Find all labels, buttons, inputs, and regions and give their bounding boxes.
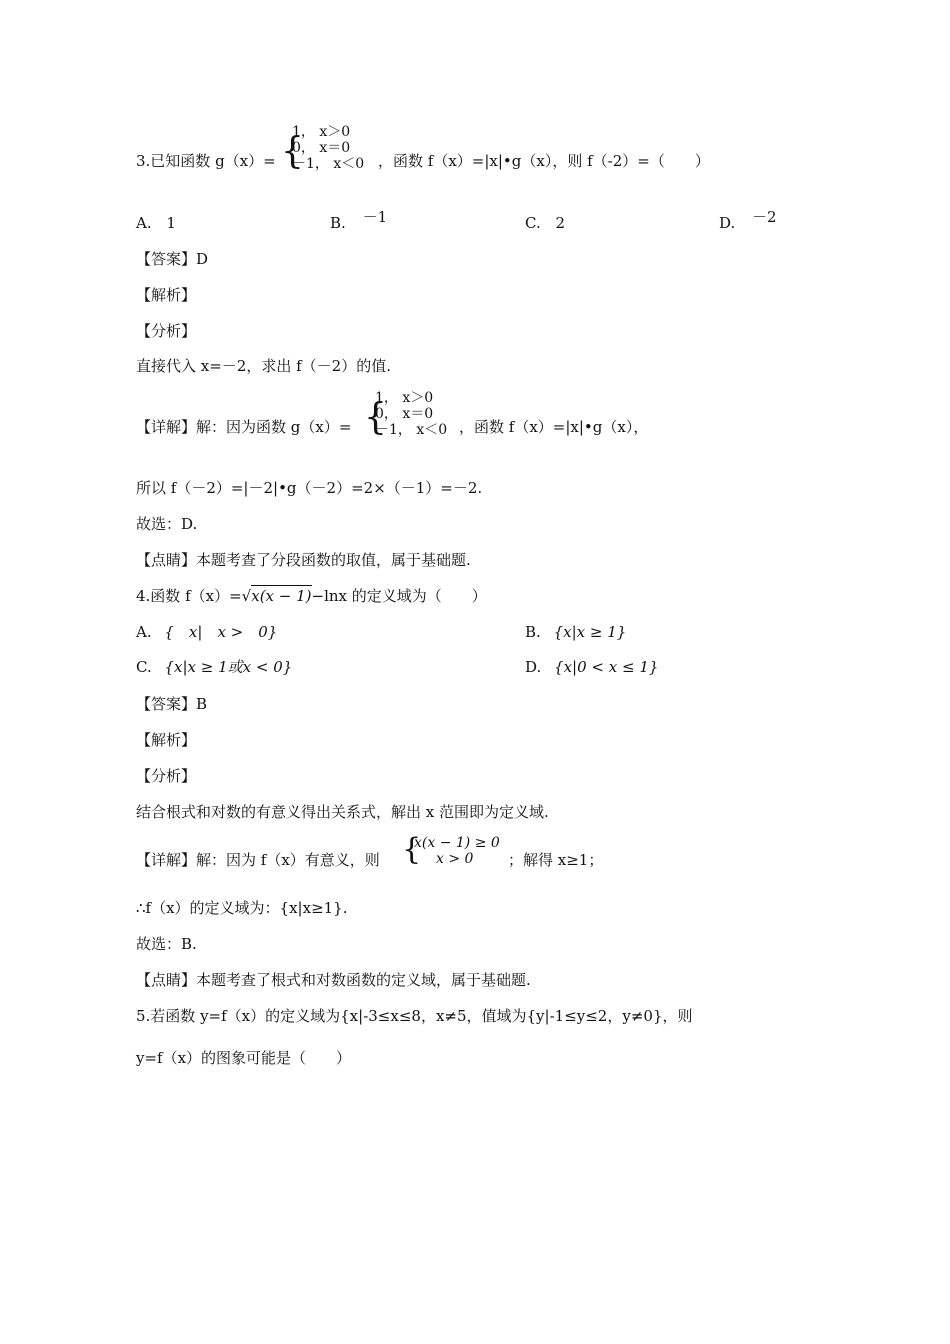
q3-detail-piece2: 0， x＝0 — [375, 406, 434, 422]
q3-dianjing: 【点睛】本题考查了分段函数的取值，属于基础题. — [136, 551, 471, 569]
q3-option-b-label: B. — [330, 214, 346, 232]
q3-detail-suffix: ，函数 f（x）=|x|•g（x）， — [459, 418, 649, 436]
q3-choose: 故选：D. — [136, 515, 198, 533]
q3-jiexi-heading: 【解析】 — [136, 286, 197, 304]
q4-answer: 【答案】B — [136, 695, 208, 713]
q3-option-a-label: A. — [136, 214, 152, 232]
q3-option-c-label: C. — [525, 214, 541, 232]
q3-option-d-label: D. — [719, 214, 736, 232]
q4-option-c-label: C. — [136, 658, 152, 676]
q3-fenxi-heading: 【分析】 — [136, 322, 197, 340]
q3-detail-piecewise — [375, 390, 447, 438]
q5-stem-line1: 5.若函数 y=f（x）的定义域为{x|-3≤x≤8，x≠5，值域为{y|-1≤y≤2，y≠0}，则 — [136, 1007, 693, 1025]
q3-option-a-value: 1 — [166, 214, 176, 232]
q3-piece1: 1， x＞0 — [292, 124, 351, 140]
q4-stem — [136, 586, 487, 606]
q4-option-d — [525, 657, 658, 677]
q4-fenxi-heading: 【分析】 — [136, 767, 197, 785]
q4-prefix: 4.函数 f（x）= — [136, 587, 242, 605]
q3-piece2: 0， x＝0 — [292, 140, 351, 156]
q4-system-row1: x(x − 1) ≥ 0 — [414, 835, 500, 851]
q3-option-c-value: 2 — [555, 214, 566, 232]
q4-option-a — [136, 622, 277, 642]
q4-option-b-value: {x|x ≥ 1} — [553, 623, 627, 641]
q3-fenxi-text: 直接代入 x=－2，求出 f（－2）的值. — [136, 357, 391, 375]
q4-detail-brace: { — [402, 832, 422, 867]
q3-calc: 所以 f（－2）=|－2|•g（－2）=2×（－1）=－2. — [136, 479, 483, 497]
q4-option-d-value: {x|0 < x ≤ 1} — [554, 658, 659, 676]
q3-answer: 【答案】D — [136, 250, 209, 268]
q3-stem-suffix: ，函数 f（x）=|x|•g（x），则 f（-2）=（ ） — [378, 152, 710, 170]
q3-detail-piece1: 1， x＞0 — [375, 390, 434, 406]
q4-option-b-label: B. — [525, 623, 541, 641]
q4-detail-prefix: 【详解】解：因为 f（x）有意义，则 — [136, 851, 380, 869]
q4-option-d-label: D. — [525, 658, 542, 676]
q4-option-c — [136, 657, 292, 677]
q4-sqrt-content: x(x − 1) — [251, 587, 312, 605]
q4-option-c-value: {x|x ≥ 1或x < 0} — [164, 658, 293, 676]
q4-choose: 故选：B. — [136, 935, 197, 953]
q3-option-a — [136, 213, 176, 233]
q4-dianjing: 【点睛】本题考查了根式和对数函数的定义域，属于基础题. — [136, 971, 531, 989]
q3-option-d — [719, 208, 777, 233]
q3-detail-brace: { — [364, 397, 387, 438]
q4-jiexi-heading: 【解析】 — [136, 731, 197, 749]
q3-prefix: 3.已知函数 g（x）= — [136, 152, 276, 170]
q3-option-c — [525, 213, 565, 233]
q3-option-d-value: －2 — [752, 208, 777, 226]
q4-option-b — [525, 622, 626, 642]
sqrt-icon: √ — [241, 587, 252, 605]
q3-brace: { — [281, 131, 304, 172]
q4-therefore: ∴f（x）的定义域为：{x|x≥1}. — [136, 899, 348, 917]
q3-option-b-value: －1 — [362, 208, 388, 226]
q4-detail-suffix: ；解得 x≥1； — [508, 851, 604, 869]
q4-system — [414, 835, 500, 867]
q3-detail-piece3: －1， x＜0 — [375, 422, 448, 438]
q4-system-row2: x > 0 — [436, 851, 474, 867]
q4-fenxi-text: 结合根式和对数的有意义得出关系式，解出 x 范围即为定义域. — [136, 803, 549, 821]
q3-stem — [136, 151, 276, 171]
q4-suffix: −lnx 的定义域为（ ） — [311, 587, 487, 605]
q3-detail-prefix: 【详解】解：因为函数 g（x）= — [136, 418, 352, 436]
q3-piece3: －1， x＜0 — [292, 156, 365, 172]
q4-option-a-label: A. — [136, 623, 152, 641]
q5-stem-line2: y=f（x）的图象可能是（ ） — [136, 1049, 352, 1067]
q3-piecewise — [292, 124, 364, 172]
q3-option-b — [330, 208, 388, 233]
q4-option-a-value: { x| x > 0} — [164, 623, 278, 641]
